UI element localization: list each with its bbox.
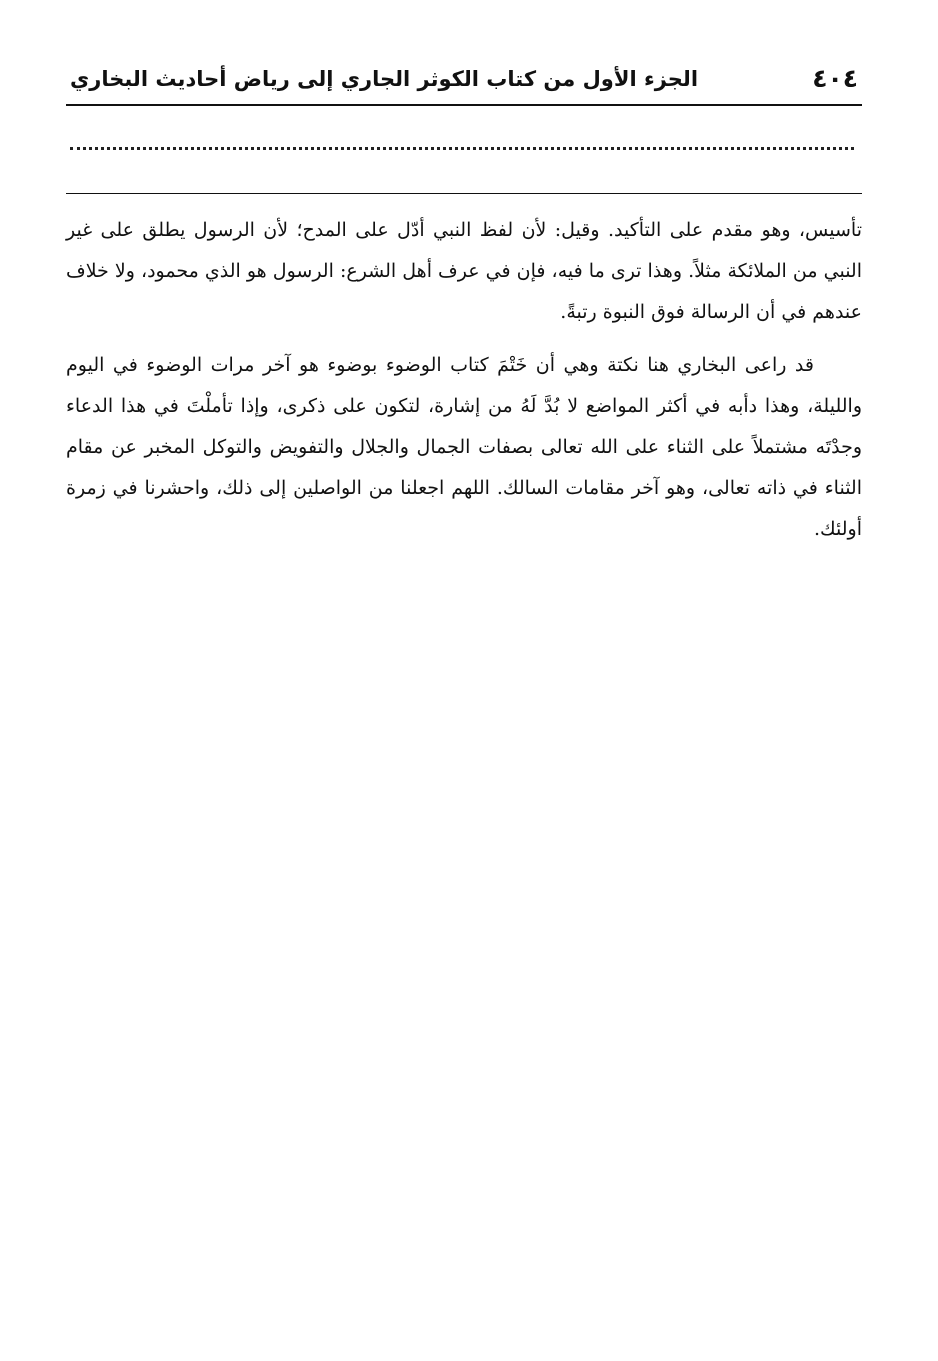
page-header <box>66 60 862 106</box>
paragraph: قد راعى البخاري هنا نكتة وهي أن خَتْمَ كتاب الوضوء بوضوء هو آخر مرات الوضوء في اليوم والليلة، وهذا دأبه في أكثر المواضع لا بُدَّ لَهُ من إشارة، لتكون على ذكرى، وإذا تأملْتَ في هذا الدعاء وجدْتَه مشتملاً على الثناء على الله تعالى بصفات الجمال والجلال والتفويض والتوكل المخبر عن مقام الثناء في ذاته تعالى، وهو آخر مقامات السالك. اللهم اجعلنا من الواصلين إلى ذلك، واحشرنا في زمرة أولئك. <box>66 354 862 540</box>
paragraph: تأسيس، وهو مقدم على التأكيد. وقيل: لأن لفظ النبي أدّل على المدح؛ لأن الرسول يطلق على غير النبي من الملائكة مثلاً. وهذا ترى ما فيه، فإن في عرف أهل الشرع: الرسول هو الذي محمود، ولا خلاف عندهم في أن الرسالة فوق النبوة رتبةً. <box>66 219 862 323</box>
body-text <box>66 210 862 562</box>
section-rule <box>66 193 862 194</box>
dotted-separator <box>70 147 854 150</box>
running-title: الجزء الأول من كتاب الكوثر الجاري إلى رياض أحاديث البخاري <box>70 67 699 91</box>
page-number: ٤٠٤ <box>812 64 858 93</box>
header-rule <box>66 104 862 106</box>
